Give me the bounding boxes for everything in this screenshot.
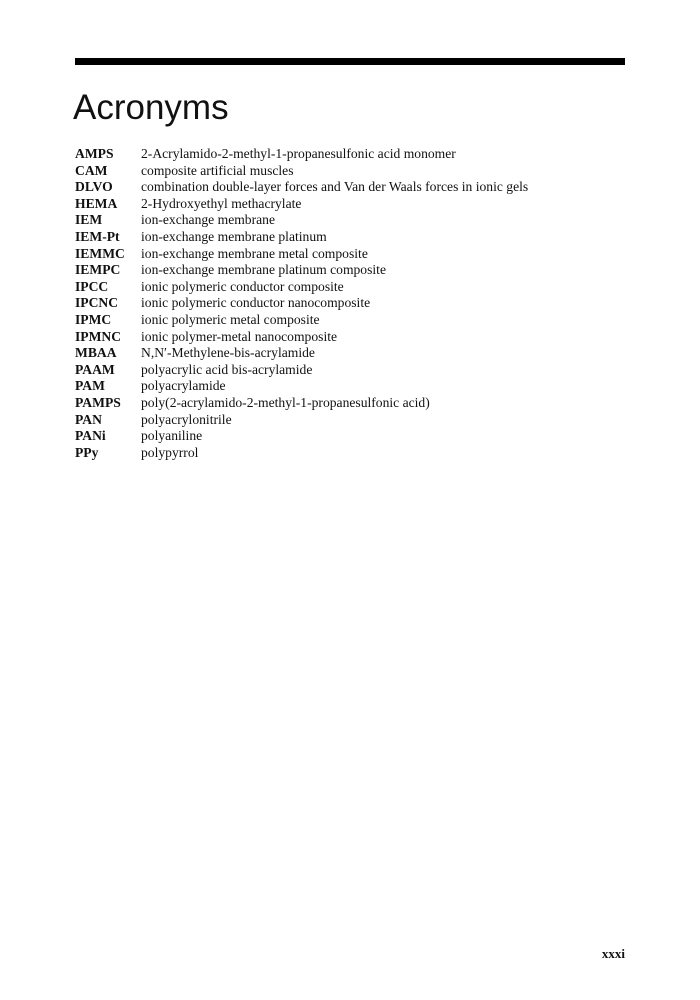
acronym-row <box>75 196 625 213</box>
acronym-term: IEMPC <box>75 262 121 278</box>
acronym-row <box>75 246 625 263</box>
acronym-definition: combination double-layer forces and Van der Waals forces in ionic gels <box>141 179 529 195</box>
acronym-row <box>75 362 625 379</box>
acronym-term: IPCNC <box>75 295 119 311</box>
acronym-term: IEM-Pt <box>75 228 120 244</box>
acronym-row <box>75 329 625 346</box>
acronym-definition: ionic polymeric conductor composite <box>141 278 344 294</box>
acronym-definition: polypyrrol <box>141 444 199 460</box>
acronym-term: IPCC <box>75 278 109 294</box>
acronym-term: PAN <box>75 411 102 427</box>
acronym-term: PAMPS <box>75 394 121 410</box>
acronym-definition: ion-exchange membrane platinum <box>141 228 327 244</box>
acronym-row <box>75 163 625 180</box>
acronym-row <box>75 412 625 429</box>
acronym-definition: ion-exchange membrane platinum composite <box>141 262 386 278</box>
acronym-definition: poly(2-acrylamido-2-methyl-1-propanesulfonic acid) <box>141 394 430 410</box>
acronym-term: IPMC <box>75 311 112 327</box>
page-number: xxxi <box>601 946 625 961</box>
acronym-term: HEMA <box>75 195 118 211</box>
acronym-definition: polyacrylic acid bis-acrylamide <box>141 361 313 377</box>
acronym-list <box>75 146 625 461</box>
acronym-term: CAM <box>75 162 108 178</box>
acronym-term: IEM <box>75 212 103 228</box>
acronym-definition: polyaniline <box>141 428 203 444</box>
acronym-term: AMPS <box>75 146 114 161</box>
acronym-row <box>75 445 625 462</box>
acronym-term: MBAA <box>75 345 117 361</box>
acronym-row <box>75 378 625 395</box>
acronym-row <box>75 428 625 445</box>
acronym-row <box>75 279 625 296</box>
acronym-definition: ionic polymeric conductor nanocomposite <box>141 295 371 311</box>
acronym-term: PAAM <box>75 361 115 377</box>
acronym-term: PANi <box>75 428 106 444</box>
acronym-definition: ion-exchange membrane metal composite <box>141 245 368 261</box>
acronym-row <box>75 229 625 246</box>
page-title: Acronyms <box>73 88 229 127</box>
acronym-row <box>75 395 625 412</box>
acronym-row <box>75 146 625 163</box>
acronym-definition: polyacrylamide <box>141 378 226 394</box>
acronym-definition: ionic polymer-metal nanocomposite <box>141 328 338 344</box>
acronym-term: DLVO <box>75 179 113 195</box>
acronym-term: PPy <box>75 444 99 460</box>
acronym-definition: polyacrylonitrile <box>141 411 232 427</box>
acronym-term: PAM <box>75 378 105 394</box>
acronym-definition: 2-Acrylamido-2-methyl-1-propanesulfonic acid monomer <box>141 146 456 161</box>
acronym-definition: ionic polymeric metal composite <box>141 311 320 327</box>
acronym-definition: ion-exchange membrane <box>141 212 275 228</box>
top-rule <box>75 58 625 65</box>
acronym-row <box>75 262 625 279</box>
acronym-row <box>75 212 625 229</box>
acronym-definition: composite artificial muscles <box>141 162 294 178</box>
acronym-row <box>75 295 625 312</box>
acronym-row <box>75 179 625 196</box>
acronym-row <box>75 312 625 329</box>
acronym-row <box>75 345 625 362</box>
acronym-term: IEMMC <box>75 245 125 261</box>
acronym-definition: N,N′-Methylene-bis-acrylamide <box>141 345 315 361</box>
acronym-term: IPMNC <box>75 328 122 344</box>
acronym-definition: 2-Hydroxyethyl methacrylate <box>141 195 302 211</box>
